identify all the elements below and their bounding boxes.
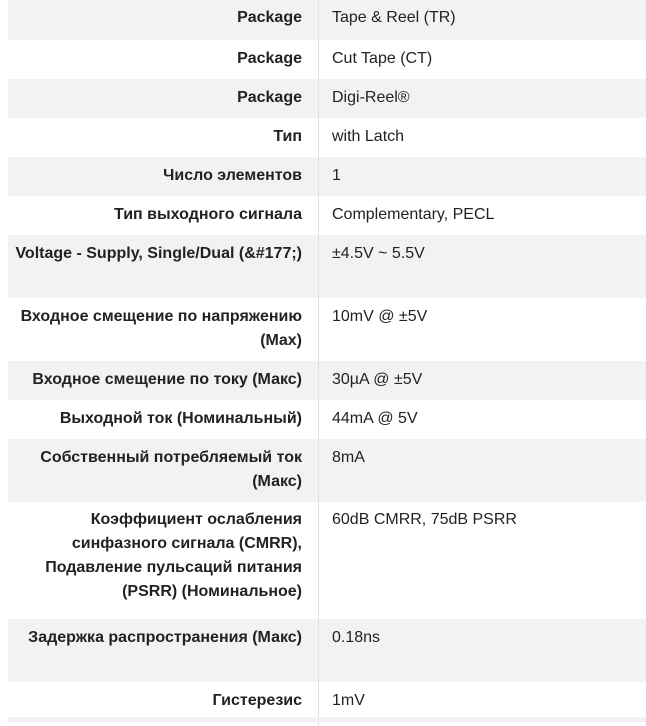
spec-row-package-tr	[8, 0, 646, 40]
spec-label: Package	[8, 79, 319, 118]
spec-value: 8mA	[332, 449, 365, 466]
spec-row-type	[8, 118, 646, 157]
spec-value: 10mV @ ±5V	[332, 308, 428, 325]
spec-label: Задержка распространения (Макс)	[8, 619, 319, 682]
spec-value: Tape & Reel (TR)	[332, 9, 456, 26]
spec-label: Тип выходного сигнала	[8, 196, 319, 235]
spec-label: Коэффициент ослабления синфазного сигнала (CMRR), Подавление пульсаций питания (PSRR) (Номинальное)	[8, 502, 319, 619]
next-row-strip	[8, 717, 646, 722]
spec-label: Гистерезис	[8, 682, 319, 726]
spec-row-cmrr-psrr	[8, 502, 646, 619]
spec-row-output-type	[8, 196, 646, 235]
spec-value: with Latch	[332, 128, 405, 145]
spec-label: Входное смещение по току (Макс)	[8, 361, 319, 400]
specifications-table	[8, 0, 646, 726]
spec-label: Выходной ток (Номинальный)	[8, 400, 319, 439]
spec-row-supply-voltage	[8, 235, 646, 298]
spec-label: Входное смещение по напряжению (Max)	[8, 298, 319, 361]
spec-row-output-current	[8, 400, 646, 439]
spec-value: Complementary, PECL	[332, 206, 495, 223]
spec-row-offset-voltage	[8, 298, 646, 361]
spec-value: Digi-Reel®	[332, 89, 410, 106]
spec-row-package-ct	[8, 40, 646, 79]
spec-value: ±4.5V ~ 5.5V	[332, 245, 425, 262]
spec-label: Voltage - Supply, Single/Dual (&#177;)	[8, 235, 319, 298]
spec-row-quiescent-current	[8, 439, 646, 502]
spec-value: 1mV	[332, 692, 365, 709]
spec-value: 60dB CMRR, 75dB PSRR	[332, 511, 517, 528]
spec-value: 1	[332, 167, 341, 184]
spec-value: Cut Tape (CT)	[332, 50, 433, 67]
spec-value: 0.18ns	[332, 629, 381, 646]
spec-label: Собственный потребляемый ток (Макс)	[8, 439, 319, 502]
spec-label: Package	[8, 0, 319, 40]
spec-label: Тип	[8, 118, 319, 157]
spec-value: 44mA @ 5V	[332, 410, 418, 427]
spec-row-propagation-delay	[8, 619, 646, 682]
spec-row-element-count	[8, 157, 646, 196]
spec-row-package-digireel	[8, 79, 646, 118]
spec-label: Package	[8, 40, 319, 79]
spec-value: 30µA @ ±5V	[332, 371, 423, 388]
spec-row-bias-current	[8, 361, 646, 400]
spec-label: Число элементов	[8, 157, 319, 196]
